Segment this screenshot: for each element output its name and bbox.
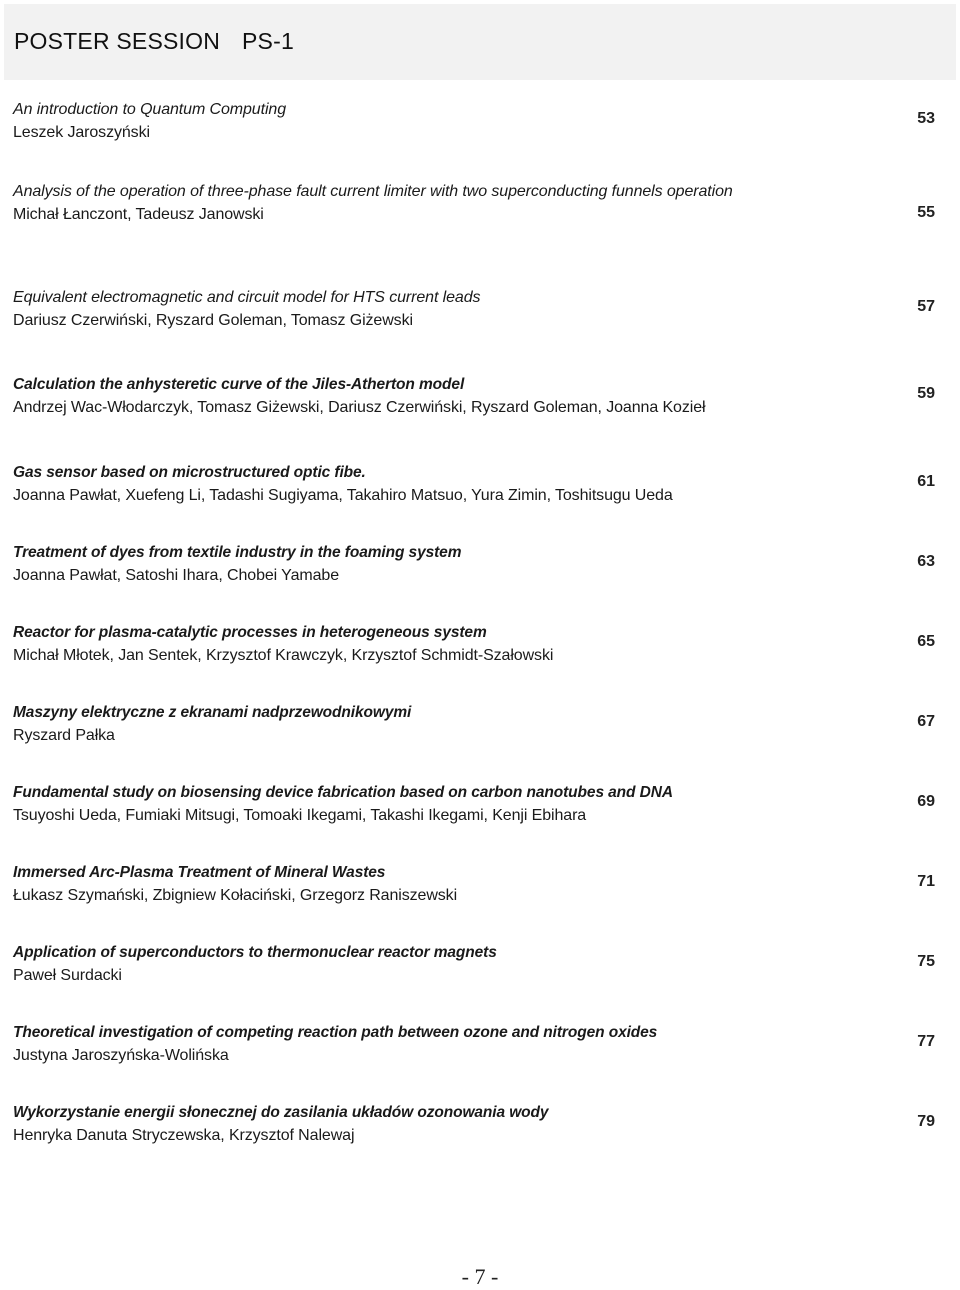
toc-entry (13, 781, 948, 827)
entry-page-number: 67 (917, 713, 935, 730)
entry-title: Gas sensor based on microstructured optic fibe. (13, 464, 366, 481)
entry-authors: Andrzej Wac-Włodarczyk, Tomasz Giżewski, Dariusz Czerwiński, Ryszard Goleman, Joanna Kozieł (13, 399, 706, 416)
entry-title: Reactor for plasma-catalytic processes in heterogeneous system (13, 624, 487, 641)
entry-authors: Paweł Surdacki (13, 967, 122, 984)
toc-entry (13, 941, 948, 987)
entry-authors: Henryka Danuta Stryczewska, Krzysztof Nalewaj (13, 1127, 355, 1144)
entry-authors: Tsuyoshi Ueda, Fumiaki Mitsugi, Tomoaki Ikegami, Takashi Ikegami, Kenji Ebihara (13, 807, 587, 824)
entry-page-number: 63 (917, 553, 935, 570)
toc-entry (13, 621, 948, 667)
entry-title: Fundamental study on biosensing device fabrication based on carbon nanotubes and DNA (13, 784, 673, 801)
entry-title: Immersed Arc-Plasma Treatment of Mineral Wastes (13, 864, 386, 881)
toc-entry (13, 98, 948, 144)
session-title (14, 28, 294, 55)
toc-entry (13, 286, 948, 332)
entry-authors: Michał Łanczont, Tadeusz Janowski (13, 206, 264, 223)
entry-authors: Dariusz Czerwiński, Ryszard Goleman, Tomasz Giżewski (13, 312, 413, 329)
entry-page-number: 77 (917, 1033, 935, 1050)
entry-page-number: 55 (917, 204, 935, 221)
entry-title: An introduction to Quantum Computing (13, 101, 287, 118)
entry-title: Analysis of the operation of three-phase fault current limiter with two superconducting funnels operation (13, 183, 733, 200)
entry-authors: Joanna Pawłat, Satoshi Ihara, Chobei Yamabe (13, 567, 339, 584)
entry-title: Application of superconductors to thermonuclear reactor magnets (13, 944, 497, 961)
session-code: PS-1 (242, 28, 294, 54)
entry-page-number: 65 (917, 633, 935, 650)
session-label: POSTER SESSION (14, 28, 221, 54)
entry-page-number: 59 (917, 385, 935, 402)
entry-title: Maszyny elektryczne z ekranami nadprzewodnikowymi (13, 704, 412, 721)
page-number: - 7 - (461, 1264, 499, 1289)
session-header (4, 4, 956, 80)
entry-page-number: 57 (917, 298, 935, 315)
toc-entry (13, 180, 948, 226)
entry-authors: Michał Młotek, Jan Sentek, Krzysztof Krawczyk, Krzysztof Schmidt-Szałowski (13, 647, 554, 664)
entry-title: Calculation the anhysteretic curve of the Jiles-Atherton model (13, 376, 465, 393)
entry-title: Wykorzystanie energii słonecznej do zasilania układów ozonowania wody (13, 1104, 549, 1121)
toc-entry (13, 861, 948, 907)
toc-entry (13, 461, 948, 507)
toc-entry (13, 1101, 948, 1147)
entry-page-number: 75 (917, 953, 935, 970)
entry-page-number: 61 (917, 473, 935, 490)
entry-page-number: 69 (917, 793, 935, 810)
entry-page-number: 53 (917, 110, 935, 127)
entry-authors: Leszek Jaroszyński (13, 124, 150, 141)
toc-entry (13, 701, 948, 747)
entry-title: Treatment of dyes from textile industry in the foaming system (13, 544, 462, 561)
entry-authors: Joanna Pawłat, Xuefeng Li, Tadashi Sugiyama, Takahiro Matsuo, Yura Zimin, Toshitsugu Ueda (13, 487, 673, 504)
toc-entry (13, 373, 948, 419)
toc-entry (13, 1021, 948, 1067)
entry-page-number: 79 (917, 1113, 935, 1130)
entry-authors: Justyna Jaroszyńska-Wolińska (13, 1047, 229, 1064)
entry-page-number: 71 (917, 873, 935, 890)
entry-authors: Ryszard Pałka (13, 727, 115, 744)
entry-title: Theoretical investigation of competing reaction path between ozone and nitrogen oxides (13, 1024, 658, 1041)
entry-authors: Łukasz Szymański, Zbigniew Kołaciński, Grzegorz Raniszewski (13, 887, 458, 904)
toc-entry (13, 541, 948, 587)
entry-title: Equivalent electromagnetic and circuit model for HTS current leads (13, 289, 481, 306)
